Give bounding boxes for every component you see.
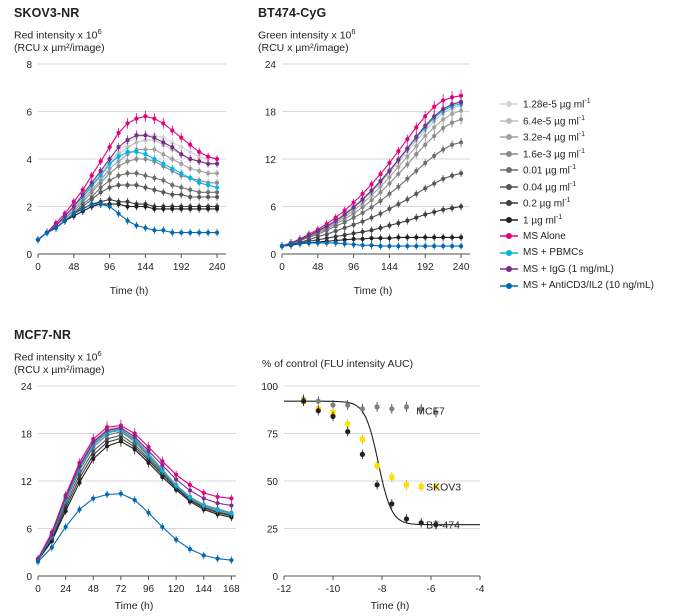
legend-item-label: 1.6e-3 µg $ml^{-1}$ — [523, 147, 586, 160]
svg-text:6: 6 — [26, 524, 32, 536]
legend-marker-icon — [500, 165, 518, 175]
x-axis-title-mcf7: Time (h) — [114, 600, 154, 612]
svg-text:48: 48 — [68, 262, 80, 273]
legend-item-exponent: -1 — [569, 164, 577, 172]
legend-item-label: MS + IgG (1 mg/mL) — [523, 263, 614, 275]
legend-item-label: 1.28e-5 µg $ml^{-1}$ — [523, 98, 591, 111]
legend-marker-icon — [500, 215, 518, 225]
legend-item — [500, 96, 654, 113]
legend-item — [500, 228, 654, 245]
y-axis-exponent: 6 — [97, 349, 102, 358]
svg-text:24: 24 — [20, 382, 32, 393]
legend-item-exponent: -1 — [578, 114, 586, 122]
svg-text:-4: -4 — [475, 584, 485, 595]
legend-marker-icon — [500, 281, 518, 291]
svg-text:MCF7: MCF7 — [416, 405, 445, 418]
legend-marker-icon — [500, 198, 518, 208]
legend-item-exponent: -1 — [564, 197, 571, 205]
svg-text:-6: -6 — [426, 584, 436, 595]
legend-item — [500, 278, 654, 295]
legend-item-label: MS + AntiCD3/IL2 (10 ng/mL) — [523, 280, 654, 292]
legend-item — [500, 162, 654, 179]
svg-text:0: 0 — [26, 572, 32, 583]
y-axis-label-bt474 — [258, 26, 356, 55]
legend-item-label: MS Alone — [523, 230, 566, 242]
legend-item-exponent: -1 — [569, 180, 577, 188]
y-axis-label-line1: Green intensity x 10 — [258, 29, 352, 42]
legend-marker-icon — [500, 231, 518, 241]
svg-text:144: 144 — [137, 262, 154, 273]
svg-text:12: 12 — [264, 155, 276, 166]
svg-text:SKOV3: SKOV3 — [426, 481, 462, 494]
svg-text:-12: -12 — [276, 584, 292, 595]
panel-title-bt474: BT474-CyG — [258, 6, 327, 20]
chart-skov3 — [8, 56, 238, 286]
svg-text:24: 24 — [60, 584, 72, 595]
legend-marker-icon — [500, 99, 518, 109]
panel-title-skov3: SKOV3-NR — [14, 6, 80, 20]
x-axis-title-dose: Time (h) — [370, 600, 410, 612]
svg-text:96: 96 — [104, 262, 116, 273]
legend-item — [500, 261, 654, 278]
legend-marker-icon — [500, 116, 518, 126]
legend — [500, 96, 654, 294]
y-axis-label-line1: Red intensity x 10 — [14, 351, 98, 364]
svg-text:6: 6 — [270, 202, 276, 214]
svg-text:0: 0 — [279, 262, 285, 273]
svg-text:8: 8 — [26, 60, 32, 71]
svg-text:192: 192 — [416, 262, 434, 273]
svg-text:-8: -8 — [377, 584, 387, 595]
svg-text:72: 72 — [115, 584, 127, 595]
legend-item-label: 0.04 µg $ml^{-1}$ — [523, 180, 577, 193]
svg-text:6: 6 — [26, 107, 32, 119]
svg-text:192: 192 — [172, 262, 190, 273]
legend-item — [500, 245, 654, 262]
svg-text:-10: -10 — [325, 584, 341, 595]
legend-item — [500, 195, 654, 212]
legend-marker-icon — [500, 149, 518, 159]
legend-item-label: 3.2e-4 µg $ml^{-1}$ — [523, 131, 586, 144]
legend-item-label: MS + PBMCs — [523, 247, 584, 259]
legend-item-label: 6.4e-5 µg $ml^{-1}$ — [523, 114, 586, 127]
panel-skov3 — [14, 6, 105, 55]
x-axis-title-skov3: Time (h) — [109, 285, 149, 297]
y-axis-exponent: 6 — [97, 27, 102, 36]
panel-title-mcf7: MCF7-NR — [14, 328, 71, 342]
svg-text:50: 50 — [266, 477, 278, 488]
svg-text:18: 18 — [20, 429, 32, 441]
legend-item-label: 1 µg $ml^{-1}$ — [523, 213, 563, 226]
legend-marker-icon — [500, 264, 518, 274]
svg-text:24: 24 — [264, 60, 276, 71]
y-axis-label-mcf7 — [14, 348, 105, 377]
y-axis-label-line2: (RCU x µm²/image) — [14, 42, 105, 54]
panel-dose — [262, 358, 413, 371]
svg-text:48: 48 — [87, 584, 99, 595]
legend-marker-icon — [500, 132, 518, 142]
svg-text:240: 240 — [208, 262, 226, 273]
svg-text:168: 168 — [223, 584, 240, 595]
svg-text:96: 96 — [142, 584, 155, 595]
svg-text:0: 0 — [35, 584, 41, 595]
svg-text:96: 96 — [348, 262, 360, 273]
svg-text:0: 0 — [35, 262, 41, 273]
y-axis-label-skov3 — [14, 26, 105, 55]
legend-item-exponent: -1 — [578, 147, 586, 155]
svg-text:144: 144 — [195, 584, 213, 595]
legend-item — [500, 129, 654, 146]
y-axis-label-line2: (RCU x µm²/image) — [258, 42, 349, 54]
chart-dose-response — [252, 378, 502, 608]
y-axis-exponent: 6 — [351, 27, 356, 36]
svg-text:100: 100 — [261, 382, 278, 393]
svg-text:0: 0 — [272, 572, 278, 583]
svg-text:75: 75 — [266, 429, 278, 441]
svg-text:240: 240 — [452, 262, 470, 273]
legend-item-exponent: -1 — [556, 213, 563, 221]
legend-item — [500, 179, 654, 196]
legend-item-label: 0.01 µg $ml^{-1}$ — [523, 164, 577, 177]
svg-text:144: 144 — [381, 262, 398, 273]
svg-text:0: 0 — [26, 250, 32, 261]
y-axis-label-dose: % of control (FLU intensity AUC) — [262, 358, 414, 370]
svg-text:4: 4 — [26, 155, 32, 166]
y-axis-label-line2: (RCU x µm²/image) — [14, 364, 105, 376]
legend-marker-icon — [500, 182, 518, 192]
legend-item — [500, 146, 654, 163]
chart-mcf7 — [8, 378, 248, 608]
legend-item-label: 0.2 µg $ml^{-1}$ — [523, 197, 571, 210]
svg-text:2: 2 — [26, 202, 32, 214]
legend-item-exponent: -1 — [584, 98, 591, 106]
svg-text:12: 12 — [20, 477, 32, 488]
svg-text:BT-474: BT-474 — [426, 519, 460, 532]
panel-mcf7 — [14, 328, 105, 377]
svg-text:0: 0 — [270, 250, 276, 261]
y-axis-label-line1: Red intensity x 10 — [14, 29, 98, 42]
chart-bt474 — [252, 56, 482, 286]
x-axis-title-bt474: Time (h) — [353, 285, 393, 297]
svg-text:48: 48 — [312, 262, 324, 273]
svg-text:120: 120 — [167, 584, 185, 595]
legend-marker-icon — [500, 248, 518, 258]
svg-text:25: 25 — [266, 524, 278, 536]
legend-item-exponent: -1 — [578, 131, 586, 139]
svg-text:18: 18 — [264, 107, 276, 119]
legend-item — [500, 212, 654, 229]
legend-item — [500, 113, 654, 130]
panel-bt474 — [258, 6, 356, 55]
